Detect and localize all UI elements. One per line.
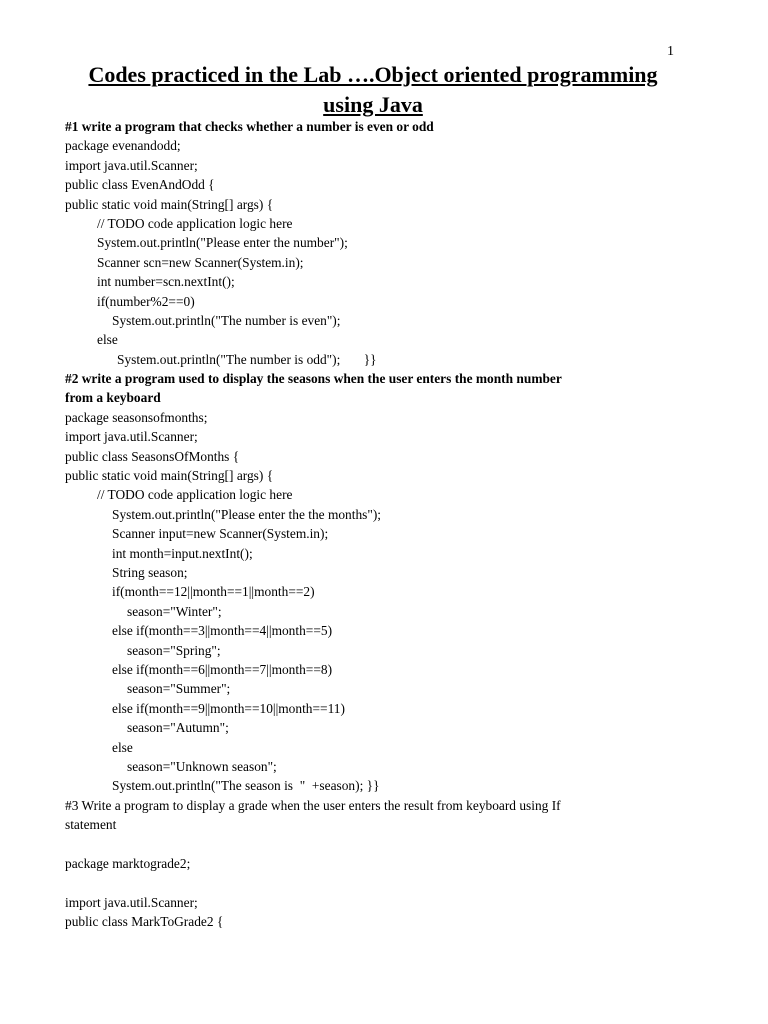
code-line: else if(month==3||month==4||month==5)	[112, 623, 333, 639]
code-line: System.out.println("Please enter the number");	[97, 235, 348, 251]
document-title	[48, 60, 698, 120]
code-line: System.out.println("The number is even");	[112, 312, 341, 328]
code-line: else if(month==9||month==10||month==11)	[112, 700, 345, 716]
document-body	[65, 117, 705, 931]
code-line: season="Spring";	[127, 642, 221, 658]
heading-program-2-continued: from a keyboard	[65, 390, 161, 406]
document-title-line: Codes practiced in the Lab ….Object oriented programming	[88, 62, 658, 87]
code-line: if(month==12||month==1||month==2)	[112, 584, 315, 600]
blank-line	[65, 834, 705, 853]
code-line: import java.util.Scanner;	[65, 894, 198, 910]
heading-program-3: #3 Write a program to display a grade when the user enters the result from keyboard using If	[65, 797, 561, 813]
code-line: int month=input.nextInt();	[112, 545, 253, 561]
code-line: String season;	[112, 564, 188, 580]
code-line: public class EvenAndOdd {	[65, 177, 215, 193]
code-comment: // TODO code application logic here	[97, 487, 293, 503]
code-line: season="Winter";	[127, 603, 222, 619]
code-line: import java.util.Scanner;	[65, 157, 198, 173]
code-line: Scanner input=new Scanner(System.in);	[112, 526, 329, 542]
code-line: public static void main(String[] args) {	[65, 196, 274, 212]
code-line: int number=scn.nextInt();	[97, 274, 235, 290]
code-line: else	[112, 739, 133, 755]
document-title-line: using Java	[323, 92, 423, 117]
code-line: package seasonsofmonths;	[65, 409, 208, 425]
code-line: season="Summer";	[127, 681, 231, 697]
code-line: else	[97, 332, 118, 348]
code-line: Scanner scn=new Scanner(System.in);	[97, 254, 304, 270]
code-line: public class SeasonsOfMonths {	[65, 448, 240, 464]
code-line: import java.util.Scanner;	[65, 429, 198, 445]
blank-line	[65, 873, 705, 892]
code-line: public class MarkToGrade2 {	[65, 914, 224, 930]
code-line: else if(month==6||month==7||month==8)	[112, 661, 333, 677]
heading-program-1: #1 write a program that checks whether a number is even or odd	[65, 119, 434, 134]
code-line: System.out.println("Please enter the the months");	[112, 506, 382, 522]
code-line: season="Unknown season";	[127, 758, 277, 774]
heading-program-2: #2 write a program used to display the seasons when the user enters the month number	[65, 371, 562, 387]
heading-program-3-continued: statement	[65, 817, 117, 833]
code-line: public static void main(String[] args) {	[65, 468, 274, 484]
code-comment: // TODO code application logic here	[97, 215, 293, 231]
code-line: package marktograde2;	[65, 855, 191, 871]
page-number: 1	[667, 44, 674, 59]
code-line: package evenandodd;	[65, 138, 181, 154]
code-line: season="Autumn";	[127, 720, 229, 736]
code-line: System.out.println("The number is odd"); }}	[117, 351, 377, 367]
code-line: if(number%2==0)	[97, 293, 195, 309]
code-line: System.out.println("The season is " +season); }}	[112, 778, 380, 794]
